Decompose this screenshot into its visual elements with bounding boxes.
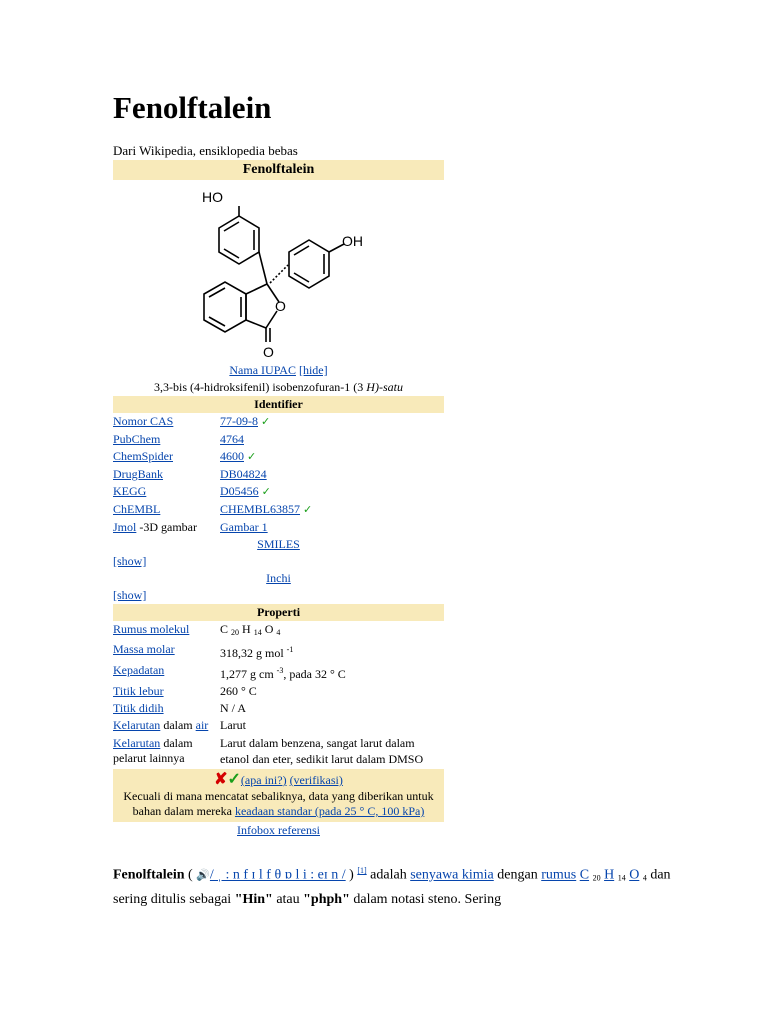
infobox-references-link[interactable]: Infobox referensi [237, 823, 320, 837]
tagline: Dari Wikipedia, ensiklopedia bebas [113, 143, 298, 158]
verification-row [117, 771, 440, 789]
smiles-show-row [113, 553, 444, 570]
speaker-icon[interactable]: 🔊 [196, 869, 210, 882]
property-row [113, 700, 444, 717]
property-row [113, 641, 444, 662]
melting-value: 260 ° C [220, 684, 257, 698]
hydrogen-link[interactable]: H [604, 867, 615, 883]
density-value: 1,277 g cm $^{-3}$, pada 32 ° C [220, 666, 346, 681]
iupac-name-link[interactable]: Nama IUPAC [229, 363, 296, 377]
chemspider-value-link[interactable]: 4600 [220, 449, 244, 463]
pronunciation-link[interactable]: / ˌ : n f ɪ l f θ ɒ l i : eɪ n / [209, 867, 346, 883]
melting-key-link[interactable]: Titik lebur [113, 684, 164, 698]
lead-paragraph: Fenolftalein ( 🔊/ ˌ : n f ɪ l f θ ɒ l i : eɪ n / ) [1] adalah senyawa kimia dengan rumus C $_{20}$ H $_{14}$ O $_4$ dan sering ditulis sebagai "Hin" atau "phph" dalam notasi steno. Sering [113, 866, 671, 907]
ring-o-label: O [274, 298, 286, 314]
infobox-ref-row [113, 822, 444, 839]
check-icon: ✓ [247, 451, 257, 463]
density-key-link[interactable]: Kepadatan [113, 663, 165, 677]
page-title: Fenolftalein [113, 90, 272, 125]
infobox-title: Fenolftalein [113, 160, 444, 180]
identifier-row [113, 413, 444, 431]
formula-key-link[interactable]: Rumus molekul [113, 622, 190, 636]
molar-mass-key-link[interactable]: Massa molar [113, 642, 175, 656]
properties-header: Properti [113, 604, 444, 621]
verify-link[interactable]: (verifikasi) [289, 773, 343, 787]
drugbank-key-link[interactable]: DrugBank [113, 467, 163, 481]
formula-value: C $_{20}$ H $_{14}$ O $_4$ [220, 622, 281, 637]
identifier-header: Identifier [113, 396, 444, 413]
check-icon: ✓ [303, 504, 313, 516]
jmol-link[interactable]: Jmol [113, 520, 137, 534]
property-row [113, 621, 444, 641]
chembl-key-link[interactable]: ChEMBL [113, 502, 161, 516]
solubility-other-key-link[interactable]: Kelarutan [113, 736, 161, 750]
formula-link[interactable]: rumus [541, 867, 577, 883]
drugbank-value-link[interactable]: DB04824 [220, 467, 267, 481]
property-row [113, 683, 444, 700]
chemspider-key-link[interactable]: ChemSpider [113, 449, 173, 463]
kegg-key-link[interactable]: KEGG [113, 484, 147, 498]
solubility-water-value: Larut [220, 718, 246, 732]
smiles-link[interactable]: SMILES [257, 537, 300, 551]
jmol-image-link[interactable]: Gambar 1 [220, 520, 268, 534]
ho-label: HO [201, 189, 223, 205]
smiles-row [113, 536, 444, 553]
kegg-value-link[interactable]: D05456 [220, 484, 259, 498]
pubchem-value-link[interactable]: 4764 [220, 432, 244, 446]
solubility-other-value: Larut dalam benzena, sangat larut dalam etanol dan eter, sedikit larut dalam DMSO [220, 736, 424, 766]
cross-icon: ✘ [214, 771, 228, 788]
check-icon: ✓ [227, 771, 241, 788]
oh-label: OH [341, 233, 363, 249]
molar-mass-value: 318,32 g mol $^{-1}$ [220, 645, 294, 660]
hide-link[interactable]: [hide] [298, 363, 328, 377]
standard-state-link[interactable]: keadaan standar (pada 25 ° C, 100 kPa) [234, 804, 425, 818]
inchi-link[interactable]: Inchi [266, 571, 291, 585]
identifier-row [113, 466, 444, 483]
lead-term: Fenolftalein [113, 867, 185, 883]
structure-diagram [184, 184, 374, 362]
iupac-name: 3,3-bis (4-hidroksifenil) isobenzofuran-1 (3 H)-satu [154, 380, 403, 394]
boiling-key-link[interactable]: Titik didih [113, 701, 164, 715]
iupac-links [113, 362, 444, 379]
solubility-key-link[interactable]: Kelarutan [113, 718, 161, 732]
check-icon: ✓ [261, 416, 271, 428]
infobox [113, 160, 444, 839]
identifier-row [113, 448, 444, 466]
note-text: Kecuali di mana mencatat sebaliknya, data yang diberikan untuk bahan dalam mereka keadaan standar (pada 25 ° C, 100 kPa) [123, 789, 434, 818]
identifier-row [113, 501, 444, 519]
boiling-value: N / A [220, 701, 247, 715]
oxygen-link[interactable]: O [629, 867, 640, 883]
show-smiles-button[interactable]: [show] [113, 554, 147, 568]
cas-value-link[interactable]: 77-09-8 [220, 414, 258, 428]
chembl-value-link[interactable]: CHEMBL63857 [220, 502, 301, 516]
property-row [113, 662, 444, 683]
carbon-link[interactable]: C [579, 867, 590, 883]
chemical-compound-link[interactable]: senyawa kimia [410, 867, 494, 883]
reference-link[interactable]: [1] [357, 866, 367, 875]
inchi-show-row [113, 587, 444, 604]
water-link[interactable]: air [195, 718, 209, 732]
data-note-box [113, 769, 444, 822]
carbonyl-o-label: O [262, 344, 274, 360]
show-inchi-button[interactable]: [show] [113, 588, 147, 602]
identifier-row [113, 483, 444, 501]
inchi-row [113, 570, 444, 587]
check-icon: ✓ [261, 486, 271, 498]
pubchem-key-link[interactable]: PubChem [113, 432, 161, 446]
jmol-row: Jmol -3D gambar Gambar 1 [113, 520, 268, 534]
identifier-row [113, 431, 444, 448]
property-row: Kelarutan dalam air Larut [113, 717, 444, 734]
cas-key-link[interactable]: Nomor CAS [113, 414, 174, 428]
property-row: Kelarutan dalam pelarut lainnya Larut dalam benzena, sangat larut dalam etanol dan eter, sedikit larut dalam DMSO [113, 735, 444, 767]
what-is-this-link[interactable]: (apa ini?) [240, 773, 287, 787]
